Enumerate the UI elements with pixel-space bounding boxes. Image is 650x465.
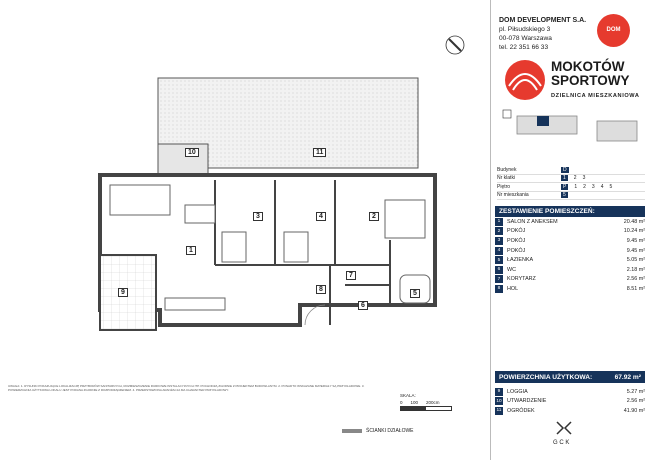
gck-logo-icon xyxy=(551,418,581,438)
extra-name: LOGGIA xyxy=(507,388,528,395)
total-area xyxy=(495,371,645,383)
info-label: Budynek xyxy=(497,166,517,173)
total-label: POWIERZCHNIA UŻYTKOWA: xyxy=(499,373,593,381)
room-row xyxy=(495,236,645,246)
bed-room-4 xyxy=(284,232,308,262)
scale-tick-2: 200cm xyxy=(426,400,440,405)
room-row xyxy=(495,275,645,285)
developer-name: DOM DEVELOPMENT S.A. xyxy=(499,17,587,24)
room-label-8: 8 xyxy=(316,285,326,294)
brand-tagline: DZIELNICA MIESZKANIOWA xyxy=(551,93,640,99)
scale-graphic xyxy=(400,406,452,411)
room-row xyxy=(495,217,645,227)
room-num: 5 xyxy=(495,256,503,264)
bed-room-3 xyxy=(222,232,246,262)
room-row xyxy=(495,227,645,237)
room-row xyxy=(495,255,645,265)
info-row-building xyxy=(497,166,645,175)
brand-title xyxy=(551,60,630,88)
room-label-4: 4 xyxy=(316,212,326,221)
extras-table xyxy=(495,387,645,416)
room-row xyxy=(495,265,645,275)
room-area: 5.05 m² xyxy=(626,257,645,264)
room-name: WC xyxy=(507,266,516,273)
brand-line1: MOKOTÓW xyxy=(551,59,625,74)
walls-legend-text: ŚCIANKI DZIAŁOWE xyxy=(366,428,414,434)
extra-name: UTWARDZENIE xyxy=(507,398,547,405)
rooms-table xyxy=(495,206,645,294)
dom-logo: DOM xyxy=(597,14,630,47)
room-label-3: 3 xyxy=(253,212,263,221)
extra-num: 9 xyxy=(495,388,503,396)
total-value: 67.92 m² xyxy=(614,373,641,381)
info-row-floor xyxy=(497,183,645,192)
room-name: SALON Z ANEKSEM xyxy=(507,218,558,225)
room-label-10: 10 xyxy=(185,148,199,157)
info-label: Nr klatki xyxy=(497,175,516,182)
sidebar xyxy=(490,0,650,460)
info-value: 3 xyxy=(582,175,586,182)
room-area: 10.24 m² xyxy=(623,228,645,235)
extra-area: 2.56 m² xyxy=(626,398,645,405)
room-label-11: 11 xyxy=(313,148,326,157)
room-row xyxy=(495,246,645,256)
room-area: 2.18 m² xyxy=(626,266,645,273)
developer-address2: 00-078 Warszawa xyxy=(499,35,552,42)
developer-address1: pl. Piłsudskiego 3 xyxy=(499,26,551,33)
extra-row xyxy=(495,397,645,407)
room-area: 9.45 m² xyxy=(626,237,645,244)
extra-area: 41.90 m² xyxy=(623,407,645,414)
key-plan xyxy=(497,106,645,156)
room-num: 2 xyxy=(495,227,503,235)
room-label-6: 6 xyxy=(358,301,368,310)
scale-tick-0: 0 xyxy=(400,400,403,405)
notes-text: UWAGA: 1. RYSUNKI POKAZUJĄCE LOKALIZACJĘ PRZYBORÓW SANITARNYCH, ROZMIESZCZENIE RURKOWE INSTALACYJNYCH ITP. POCHODZĄ ZGODNIE Z PROJEKTEM BUDOWLANYM. 2. PONADTO WSKAZANE MATERIAŁY SĄ PRZYKŁADOWE. 3. POWIERZCHNIA UŻYTKOWA LOKALU JEST PODANA ZGODNIE Z ROZPORZĄDZENIEM. 4. PRZEDSTAWIONA ARANŻACJA MA CHARAKTER PRZYKŁADOWY. xyxy=(8,384,365,393)
walls-legend-swatch xyxy=(342,429,362,433)
kitchen-counter xyxy=(165,298,225,310)
info-value: 5 xyxy=(563,192,566,199)
walls-legend xyxy=(342,428,414,434)
extra-num: 11 xyxy=(496,408,502,414)
extra-area: 5.27 m² xyxy=(626,388,645,395)
info-value: 3 xyxy=(591,183,595,190)
sport-logo-icon xyxy=(503,58,547,102)
entrance-door xyxy=(305,305,325,325)
info-value: 2 xyxy=(573,175,577,182)
room-area: 2.56 m² xyxy=(626,276,645,283)
room-label-5: 5 xyxy=(410,289,420,298)
extra-name: OGRÓDEK xyxy=(507,407,535,414)
developer-phone: tel. 22 351 66 33 xyxy=(499,44,549,51)
info-value: 1 xyxy=(563,175,566,182)
room-name: KORYTARZ xyxy=(507,276,536,283)
scale-bar xyxy=(400,393,452,411)
room-name: POKÓJ xyxy=(507,247,526,254)
info-value: D xyxy=(563,166,567,173)
room-num: 1 xyxy=(495,218,503,226)
loggia xyxy=(100,255,156,330)
sofa xyxy=(110,185,170,215)
room-name: POKÓJ xyxy=(507,237,526,244)
extra-row xyxy=(495,387,645,397)
room-label-1: 1 xyxy=(186,246,196,255)
room-area: 8.51 m² xyxy=(626,285,645,292)
room-label-9: 9 xyxy=(118,288,128,297)
room-label-2: 2 xyxy=(369,212,379,221)
room-num: 6 xyxy=(495,266,503,274)
info-value: 4 xyxy=(600,183,604,190)
dining-table xyxy=(185,205,215,223)
scale-label: SKALA: xyxy=(400,393,416,398)
info-value: 5 xyxy=(609,183,613,190)
rooms-header: ZESTAWIENIE POMIESZCZEŃ: xyxy=(495,206,645,217)
brand-line2: SPORTOWY xyxy=(551,73,630,88)
room-num: 7 xyxy=(495,275,503,283)
room-name: POKÓJ xyxy=(507,228,526,235)
info-value: P xyxy=(563,183,567,190)
developer-info xyxy=(499,16,586,52)
room-row xyxy=(495,284,645,294)
room-label-7: 7 xyxy=(346,271,356,280)
info-value: 1 xyxy=(574,183,578,190)
room-area: 9.45 m² xyxy=(626,247,645,254)
info-label: Piętro xyxy=(497,183,511,190)
info-row-apartment xyxy=(497,192,645,201)
room-name: ŁAZIENKA xyxy=(507,257,534,264)
north-arrow-icon xyxy=(446,36,464,54)
gck-label: G C K xyxy=(553,440,570,446)
bed-room-2 xyxy=(385,200,425,238)
room-num: 3 xyxy=(495,237,503,245)
room-num: 4 xyxy=(495,247,503,255)
room-name: HOL xyxy=(507,285,519,292)
info-label: Nr mieszkania xyxy=(497,192,529,199)
scale-tick-1: 100 xyxy=(410,400,419,405)
room-area: 20.48 m² xyxy=(623,218,645,225)
room-num: 8 xyxy=(495,285,503,293)
extra-row xyxy=(495,406,645,416)
hardened-area xyxy=(158,144,208,174)
info-value: 2 xyxy=(583,183,586,190)
info-row-stair xyxy=(497,175,645,184)
extra-num: 10 xyxy=(496,398,502,404)
info-table xyxy=(497,166,645,200)
